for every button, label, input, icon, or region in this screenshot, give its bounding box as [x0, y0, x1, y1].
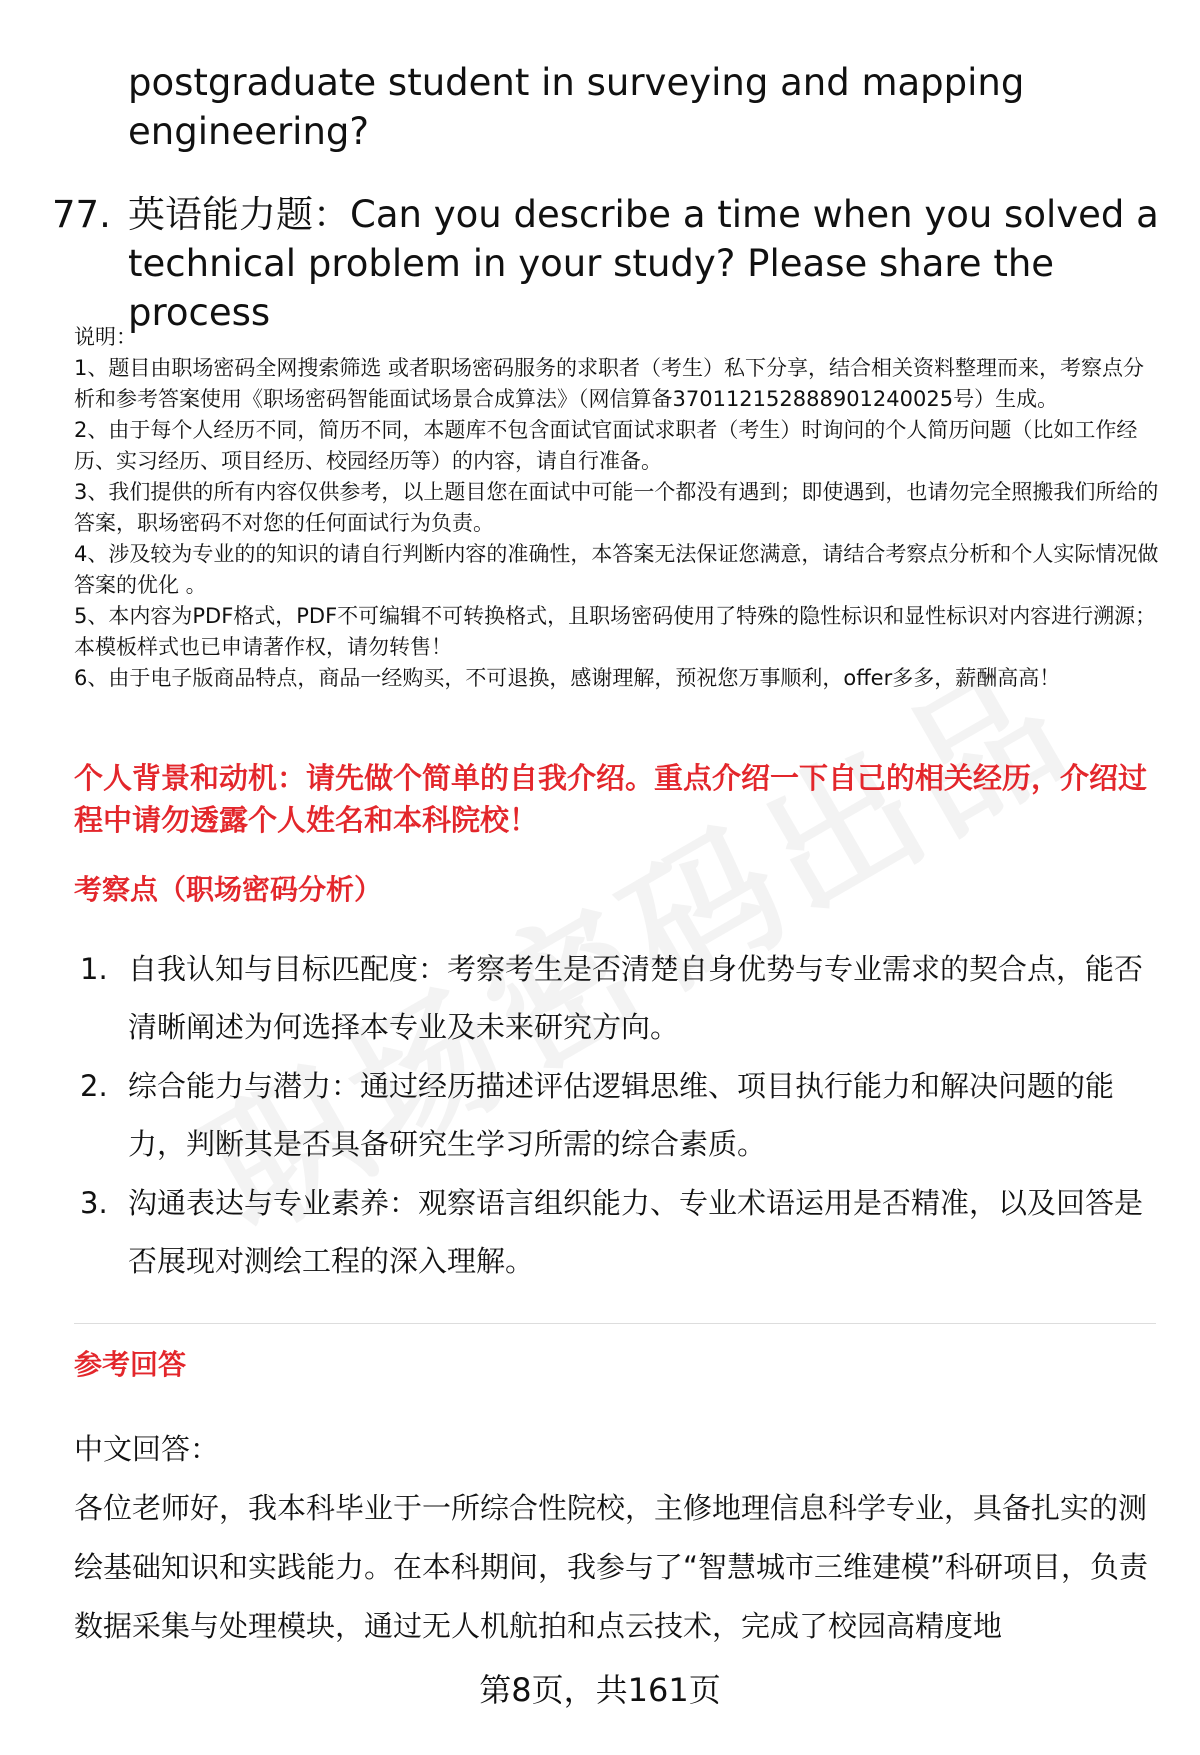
analysis-point	[80, 1057, 1150, 1173]
note-item: 3、我们提供的所有内容仅供参考，以上题目您在面试中可能一个都没有遇到；即使遇到，也请勿完全照搬我们所给的答案，职场密码不对您的任何面试行为负责。	[74, 480, 1159, 535]
section-divider	[74, 1323, 1156, 1324]
analysis-point-number: 1.	[80, 952, 108, 986]
interview-question: 个人背景和动机：请先做个简单的自我介绍。重点介绍一下自己的相关经历，介绍过程中请勿透露个人姓名和本科院校！	[74, 761, 1148, 837]
page-footer: 第8页，共161页	[479, 1671, 721, 1709]
note-item: 2、由于每个人经历不同，简历不同，本题库不包含面试官面试求职者（考生）时询问的个人简历问题（比如工作经历、实习经历、项目经历、校园经历等）的内容，请自行准备。	[74, 418, 1138, 473]
note-item: 6、由于电子版商品特点，商品一经购买，不可退换，感谢理解，预祝您万事顺利，offer多多，薪酬高高！	[74, 666, 1061, 690]
answer-text: 各位老师好，我本科毕业于一所综合性院校，主修地理信息科学专业，具备扎实的测绘基础知识和实践能力。在本科期间，我参与了“智慧城市三维建模”科研项目，负责数据采集与处理模块，通过无人机航拍和点云技术，完成了校园高精度地	[74, 1491, 1149, 1643]
note-item: 1、题目由职场密码全网搜索筛选 或者职场密码服务的求职者（考生）私下分享，结合相关资料整理而来，考察点分析和参考答案使用《职场密码智能面试场景合成算法》（网信算备370112152888901240025号）生成。	[74, 356, 1145, 411]
question-77	[52, 190, 1162, 337]
note-item: 5、本内容为PDF格式，PDF不可编辑不可转换格式，且职场密码使用了特殊的隐性标识和显性标识对内容进行溯源；本模板样式也已申请著作权，请勿转售！	[74, 604, 1157, 659]
answer-block	[74, 1420, 1154, 1656]
note-item: 4、涉及较为专业的的知识的请自行判断内容的准确性，本答案无法保证您满意，请结合考察点分析和个人实际情况做答案的优化 。	[74, 542, 1159, 597]
notes-title: 说明：	[74, 325, 137, 349]
reference-heading: 参考回答	[74, 1348, 187, 1381]
analysis-list	[80, 940, 1150, 1291]
answer-label: 中文回答：	[74, 1432, 220, 1466]
analysis-point	[80, 940, 1150, 1056]
analysis-point-text: 沟通表达与专业素养：观察语言组织能力、专业术语运用是否精准，以及回答是否展现对测绘工程的深入理解。	[128, 1186, 1144, 1278]
continued-question-text: postgraduate student in surveying and mapping engineering?	[128, 61, 1025, 153]
question-text: 英语能力题：Can you describe a time when you solved a technical problem in your study? Please share the process	[128, 193, 1159, 334]
analysis-heading: 考察点（职场密码分析）	[74, 873, 383, 906]
analysis-point-text: 自我认知与目标匹配度：考察考生是否清楚自身优势与专业需求的契合点，能否清晰阐述为何选择本专业及未来研究方向。	[128, 952, 1144, 1044]
question-number: 77.	[52, 193, 111, 236]
notes-section	[74, 322, 1164, 694]
analysis-point-number: 3.	[80, 1186, 108, 1220]
analysis-point-number: 2.	[80, 1069, 108, 1103]
analysis-point	[80, 1174, 1150, 1290]
analysis-point-text: 综合能力与潜力：通过经历描述评估逻辑思维、项目执行能力和解决问题的能力，判断其是否具备研究生学习所需的综合素质。	[128, 1069, 1115, 1161]
